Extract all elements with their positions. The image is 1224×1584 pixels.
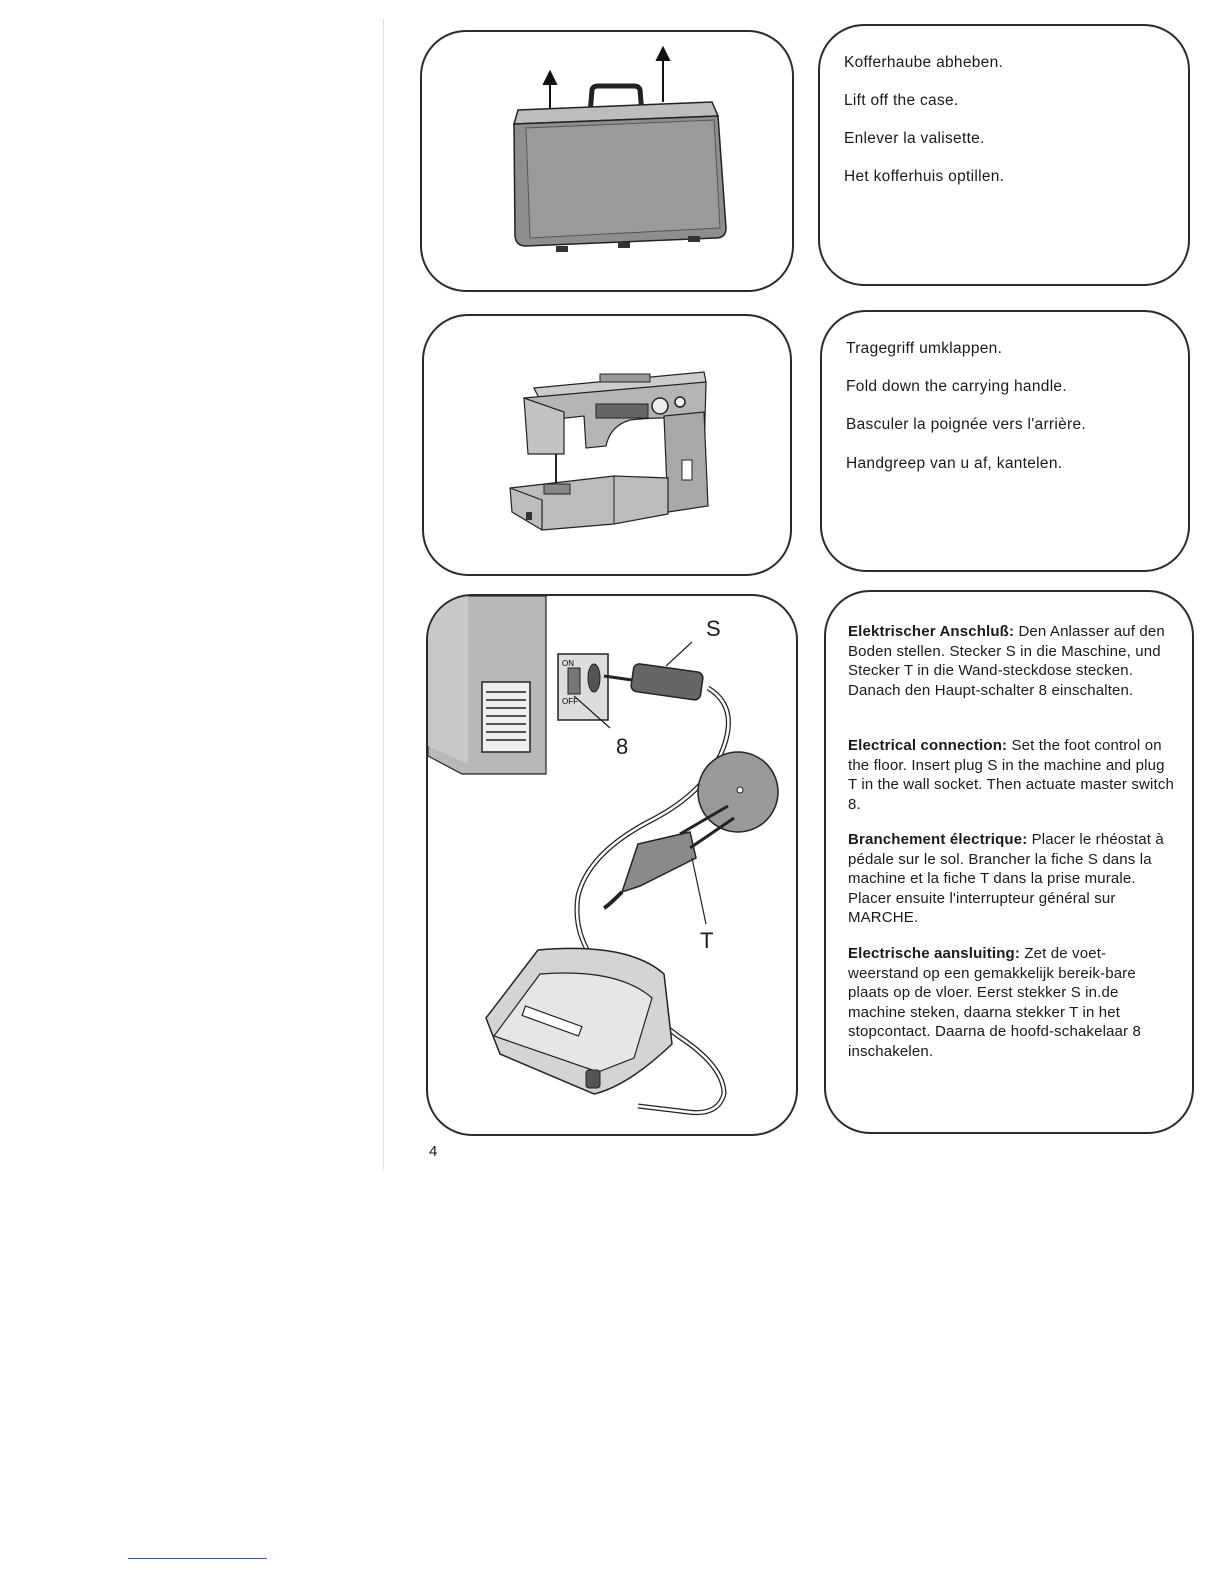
instruction-panel-connection [824,590,1194,1134]
instruction-line-fr: Enlever la valisette. [844,130,985,147]
paragraph-body: Placer le rhéostat à pédale sur le sol. Brancher la fiche S dans la machine et la fiche T dans la prise murale. Placer ensuite l'interrupteur général sur MARCHE. [848,831,1164,926]
plug-s-label: S [706,616,721,641]
electrical-connection-illustration [428,596,798,1136]
paragraph-nl [848,944,1174,1061]
sewing-case-illustration [422,32,794,292]
paragraph-en [848,736,1174,814]
switch-off-label: OFF [562,697,578,706]
paragraph-de [848,622,1174,700]
paragraph-heading: Electrical connection: [848,737,1012,754]
switch-on-label: ON [562,659,574,668]
paragraph-body: Den Anlasser auf den Boden stellen. Stecker S in die Maschine, und Stecker T in die Wand-steckdose stecken. Danach den Haupt-schalter 8 einschalten. [848,623,1165,699]
paragraph-heading: Branchement électrique: [848,831,1032,848]
instruction-line-en: Lift off the case. [844,92,959,109]
paragraph-body: Zet de voet-weerstand op een gemakkelijk bereik-bare plaats op de vloer. Eerst stekker S in.de machine steken, daarna stekker T in het stopcontact. Daarna de hoofd-schakelaar 8 inschakelen. [848,945,1141,1060]
machine-illustration-panel [422,314,792,576]
page-number: 4 [429,1143,438,1160]
instruction-line-nl: Handgreep van u af, kantelen. [846,455,1063,472]
plug-t-label: T [700,928,714,953]
instruction-line-de: Kofferhaube abheben. [844,54,1004,71]
paragraph-heading: Electrische aansluiting: [848,945,1025,962]
instruction-line-en: Fold down the carrying handle. [846,378,1067,395]
instruction-line-fr: Basculer la poignée vers l'arrière. [846,416,1087,433]
instruction-panel-case [818,24,1190,286]
case-illustration-panel [420,30,794,292]
footer-rule [128,1558,267,1559]
paragraph-fr [848,830,1174,928]
paragraph-body: Set the foot control on the floor. Insert plug S in the machine and plug T in the wall socket. Then actuate master switch 8. [848,737,1174,813]
sewing-machine-illustration [424,316,792,576]
margin-rule [383,20,384,1170]
instruction-line-nl: Het kofferhuis optillen. [844,168,1005,185]
switch-8-label: 8 [616,734,629,759]
instruction-line-de: Tragegriff umklappen. [846,340,1003,357]
paragraph-heading: Elektrischer Anschluß: [848,623,1019,640]
connection-illustration-panel [426,594,798,1136]
instruction-panel-handle [820,310,1190,572]
